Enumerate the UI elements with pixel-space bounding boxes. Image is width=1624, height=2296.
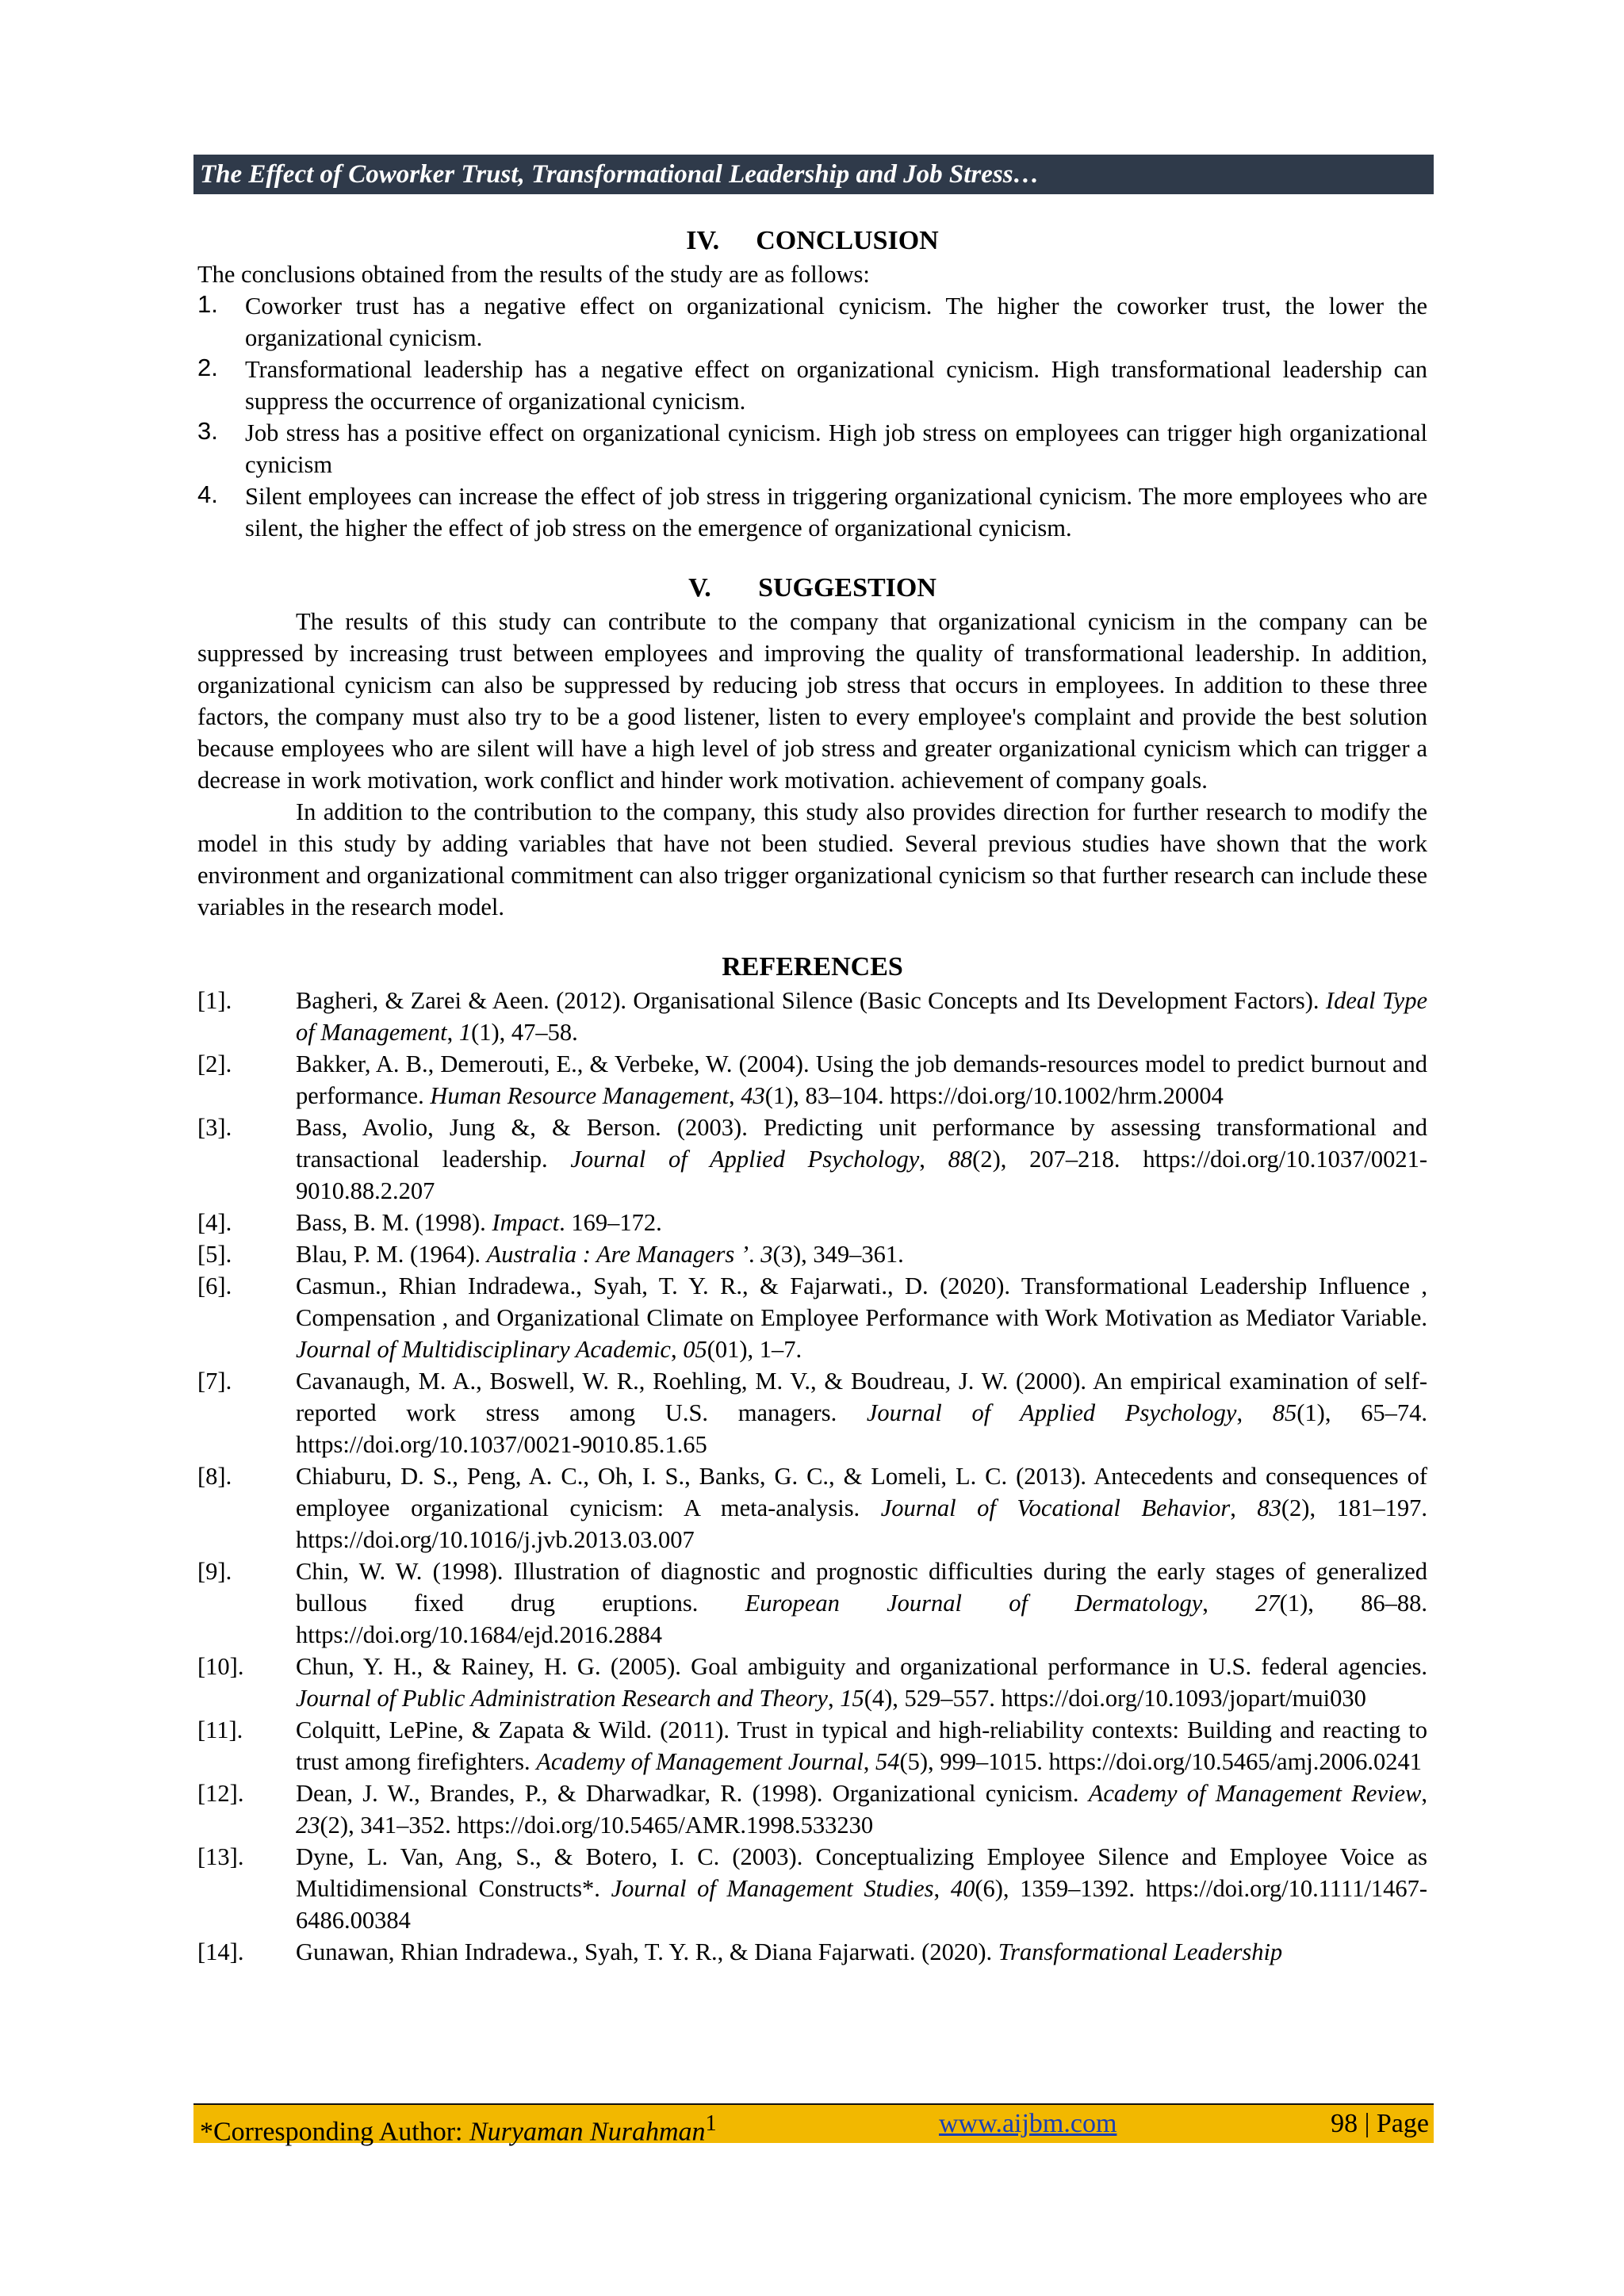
reference-number: [2]. — [197, 1050, 232, 1077]
reference-italic: Journal of Applied Psychology — [570, 1146, 920, 1173]
conclusion-list — [197, 290, 1427, 544]
reference-text — [296, 1241, 904, 1268]
reference-italic: Academy of Management Journal — [536, 1748, 864, 1775]
reference-segment: , — [933, 1875, 951, 1902]
reference-segment: Casmun., Rhian Indradewa., Syah, T. Y. R., & Fajarwati., D. (2020). Transformational Leadership Influence , Compensation , and Organizational Climate on Employee Performance with Work Motivation as Mediator Variable. — [296, 1272, 1427, 1331]
reference-segment: , — [1230, 1494, 1258, 1521]
reference-item — [197, 1777, 1427, 1841]
author-superscript: 1 — [705, 2111, 717, 2136]
page-footer — [193, 2103, 1434, 2147]
reference-item — [197, 1365, 1427, 1460]
reference-item — [197, 985, 1427, 1048]
reference-italic: 15 — [840, 1685, 864, 1712]
reference-italic: Australia : Are Managers ’ — [486, 1241, 749, 1268]
reference-segment: . 169–172. — [559, 1209, 662, 1236]
reference-number: [10]. — [197, 1653, 244, 1680]
reference-text — [296, 1463, 1427, 1553]
reference-segment: (2), 181–197. https://doi.org/10.1016/j.jvb.2013.03.007 — [296, 1494, 1427, 1553]
reference-number: [11]. — [197, 1716, 243, 1743]
reference-item — [197, 1270, 1427, 1365]
item-text: Coworker trust has a negative effect on organizational cynicism. The higher the coworker trust, the lower the organizational cynicism. — [245, 293, 1427, 351]
reference-text — [296, 1272, 1427, 1363]
reference-italic: Human Resource Management — [430, 1082, 729, 1109]
reference-italic: 54 — [875, 1748, 900, 1775]
reference-italic: 83 — [1257, 1494, 1281, 1521]
reference-segment: , — [919, 1146, 948, 1173]
reference-segment: . — [749, 1241, 761, 1268]
reference-segment: Blau, P. M. (1964). — [296, 1241, 487, 1268]
reference-italic: Ideal Type of Management — [296, 987, 1427, 1046]
reference-segment: (4), 529–557. https://doi.org/10.1093/jopart/mui030 — [864, 1685, 1366, 1712]
reference-item — [197, 1936, 1427, 1968]
reference-segment: , — [1421, 1780, 1427, 1807]
reference-italic: 40 — [950, 1875, 975, 1902]
reference-segment: Chiaburu, D. S., Peng, A. C., Oh, I. S., Banks, G. C., & Lomeli, L. C. (2013). Antecedents and consequences of employee organizational cynicism: A meta-analysis. — [296, 1463, 1427, 1521]
reference-segment: Cavanaugh, M. A., Boswell, W. R., Roehling, M. V., & Boudreau, J. W. (2000). An empirical examination of self-reported work stress among U.S. managers. — [296, 1368, 1427, 1426]
reference-text — [296, 1716, 1427, 1775]
reference-italic: 43 — [741, 1082, 765, 1109]
reference-text — [296, 987, 1427, 1046]
author-name: Nuryaman Nurahman — [469, 2117, 706, 2147]
conclusion-item — [197, 417, 1427, 480]
reference-italic: Transformational Leadership — [998, 1938, 1283, 1965]
reference-segment: Bakker, A. B., Demerouti, E., & Verbeke, W. (2004). Using the job demands-resources model to predict burnout and performance. — [296, 1050, 1427, 1109]
reference-item — [197, 1556, 1427, 1651]
reference-italic: 85 — [1272, 1399, 1297, 1426]
page-number: 98 | Page — [1331, 2109, 1429, 2138]
reference-text — [296, 1050, 1427, 1109]
reference-item — [197, 1841, 1427, 1936]
reference-italic: 3 — [760, 1241, 773, 1268]
reference-italic: Journal of Management Studies — [611, 1875, 934, 1902]
reference-number: [9]. — [197, 1558, 232, 1585]
reference-segment: Dean, J. W., Brandes, P., & Dharwadkar, R. (1998). Organizational cynicism. — [296, 1780, 1089, 1807]
reference-segment: (01), 1–7. — [707, 1336, 802, 1363]
reference-item — [197, 1651, 1427, 1714]
reference-italic: 23 — [296, 1812, 320, 1839]
corresponding-author — [200, 2105, 717, 2151]
reference-number: [12]. — [197, 1780, 244, 1807]
reference-segment: (2), 341–352. https://doi.org/10.5465/AMR.1998.533230 — [320, 1812, 874, 1839]
reference-item — [197, 1048, 1427, 1112]
reference-text — [296, 1653, 1427, 1712]
section-title: REFERENCES — [722, 952, 903, 982]
reference-number: [8]. — [197, 1463, 232, 1490]
reference-text — [296, 1209, 662, 1236]
conclusion-intro: The conclusions obtained from the results of the study are as follows: — [197, 261, 870, 288]
reference-italic: Academy of Management Review — [1088, 1780, 1422, 1807]
reference-segment: , — [728, 1082, 741, 1109]
reference-italic: Journal of Public Administration Research and Theory — [296, 1685, 828, 1712]
reference-number: [3]. — [197, 1114, 232, 1141]
page-content — [197, 224, 1427, 1968]
reference-text — [296, 1368, 1427, 1458]
reference-item — [197, 1207, 1427, 1238]
reference-number: [5]. — [197, 1241, 232, 1268]
item-text: Job stress has a positive effect on organizational cynicism. High job stress on employees can trigger high organizational cynicism — [245, 419, 1427, 478]
reference-segment: (5), 999–1015. https://doi.org/10.5465/amj.2006.0241 — [899, 1748, 1423, 1775]
section-number: V. — [688, 573, 711, 603]
section-title: CONCLUSION — [756, 226, 939, 255]
section-heading-conclusion — [197, 224, 1427, 258]
reference-number: [14]. — [197, 1938, 244, 1965]
reference-text — [296, 1114, 1427, 1204]
reference-segment: , — [446, 1019, 459, 1046]
item-text: Silent employees can increase the effect of job stress in triggering organizational cynicism. The more employees who are silent, the higher the effect of job stress on the emergence of organizational cynicism. — [245, 483, 1427, 541]
reference-item — [197, 1238, 1427, 1270]
conclusion-item — [197, 480, 1427, 544]
reference-text — [296, 1780, 1427, 1839]
reference-segment: (2), 207–218. https://doi.org/10.1037/0021-9010.88.2.207 — [296, 1146, 1427, 1204]
reference-segment: Bagheri, & Zarei & Aeen. (2012). Organisational Silence (Basic Concepts and Its Development Factors). — [296, 987, 1326, 1014]
reference-segment: , — [863, 1748, 875, 1775]
item-number: 3. — [197, 417, 218, 445]
conclusion-item — [197, 290, 1427, 354]
reference-italic: European Journal of Dermatology — [745, 1590, 1203, 1617]
reference-segment: Chun, Y. H., & Rainey, H. G. (2005). Goal ambiguity and organizational performance in U.S. federal agencies. — [296, 1653, 1427, 1680]
suggestion-paragraph: In addition to the contribution to the company, this study also provides direction for further research to modify the model in this study by adding variables that have not been studied. Several previous studies have shown that the work environment and organizational commitment can also trigger organizational cynicism so that further research can include these variables in the research model. — [197, 798, 1427, 920]
reference-number: [4]. — [197, 1209, 232, 1236]
reference-italic: 05 — [683, 1336, 707, 1363]
reference-segment: (1), 65–74. https://doi.org/10.1037/0021-9010.85.1.65 — [296, 1399, 1427, 1458]
item-number: 1. — [197, 290, 218, 318]
reference-segment: (1), 86–88. https://doi.org/10.1684/ejd.2016.2884 — [296, 1590, 1428, 1648]
reference-segment: (3), 349–361. — [772, 1241, 904, 1268]
reference-italic: 88 — [948, 1146, 973, 1173]
reference-segment: (6), 1359–1392. https://doi.org/10.1111/1467-6486.00384 — [296, 1875, 1428, 1934]
reference-number: [7]. — [197, 1368, 232, 1395]
reference-segment: Bass, Avolio, Jung &, & Berson. (2003). Predicting unit performance by assessing transformational and transactional leadership. — [296, 1114, 1427, 1173]
reference-number: [1]. — [197, 987, 232, 1014]
reference-item — [197, 1112, 1427, 1207]
section-number: IV. — [686, 226, 720, 255]
reference-italic: 1 — [458, 1019, 472, 1046]
reference-segment: Bass, B. M. (1998). — [296, 1209, 492, 1236]
reference-number: [13]. — [197, 1843, 244, 1870]
reference-italic: 27 — [1255, 1590, 1280, 1617]
reference-segment: Colquitt, LePine, & Zapata & Wild. (2011). Trust in typical and high-reliability contexts: Building and reacting to trust among firefighters. — [296, 1716, 1427, 1775]
conclusion-item — [197, 354, 1427, 417]
reference-text — [296, 1938, 1282, 1965]
reference-item — [197, 1714, 1427, 1777]
item-number: 2. — [197, 354, 218, 381]
reference-segment: , — [1202, 1590, 1256, 1617]
item-text: Transformational leadership has a negative effect on organizational cynicism. High transformational leadership can suppress the occurrence of organizational cynicism. — [245, 356, 1427, 415]
reference-item — [197, 1460, 1427, 1556]
section-title: SUGGESTION — [758, 573, 936, 603]
section-heading-suggestion — [197, 571, 1427, 606]
reference-segment: Gunawan, Rhian Indradewa., Syah, T. Y. R., & Diana Fajarwati. (2020). — [296, 1938, 998, 1965]
references-heading — [197, 950, 1427, 985]
suggestion-paragraph: The results of this study can contribute to the company that organizational cynicism in the company can be suppressed by increasing trust between employees and improving the quality of transformational leadership. In addition, organizational cynicism can also be suppressed by reducing job stress that occurs in employees. In addition to these three factors, the company must also try to be a good listener, listen to every employee's complaint and provide the best solution because employees who are silent will have a high level of job stress and greater organizational cynicism which can trigger a decrease in work motivation, work conflict and hinder work motivation. achievement of company goals. — [197, 608, 1427, 794]
reference-segment: Dyne, L. Van, Ang, S., & Botero, I. C. (2003). Conceptualizing Employee Silence and Employee Voice as Multidimensional Constructs*. — [296, 1843, 1427, 1902]
reference-segment: (1), 47–58. — [471, 1019, 578, 1046]
reference-italic: Journal of Applied Psychology — [866, 1399, 1237, 1426]
reference-text — [296, 1558, 1427, 1648]
running-header: The Effect of Coworker Trust, Transformational Leadership and Job Stress… — [193, 155, 1434, 194]
footer-label: *Corresponding Author: — [200, 2117, 469, 2147]
reference-segment: , — [670, 1336, 684, 1363]
reference-list — [197, 985, 1427, 1968]
reference-segment: , — [1236, 1399, 1273, 1426]
reference-italic: Journal of Vocational Behavior — [880, 1494, 1231, 1521]
reference-text — [296, 1843, 1427, 1934]
reference-segment: Chin, W. W. (1998). Illustration of diagnostic and prognostic difficulties during the early stages of generalized bullous fixed drug eruptions. — [296, 1558, 1427, 1617]
website-link[interactable]: www.aijbm.com — [939, 2109, 1117, 2138]
reference-italic: Journal of Multidisciplinary Academic — [296, 1336, 671, 1363]
reference-segment: (1), 83–104. https://doi.org/10.1002/hrm.20004 — [764, 1082, 1224, 1109]
item-number: 4. — [197, 480, 218, 508]
reference-segment: , — [827, 1685, 841, 1712]
reference-number: [6]. — [197, 1272, 232, 1299]
reference-italic: Impact — [492, 1209, 560, 1236]
